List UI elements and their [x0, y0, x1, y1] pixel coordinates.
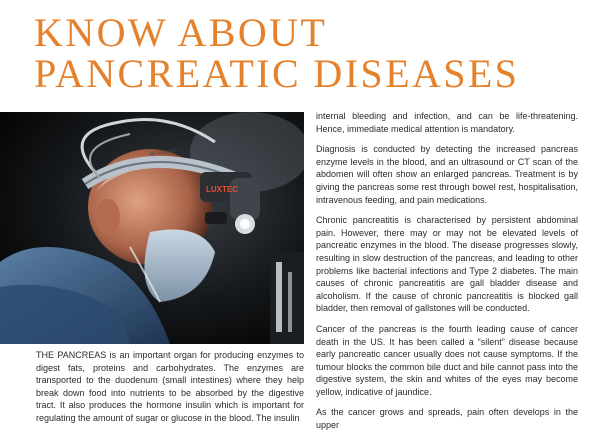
left-paragraph-1-text: is an important organ for producing enzymes to digest fats, proteins and carbohydrates. The enzymes are transported to the duodenum (small intestines) where they help break down food into nutrients to be absorbed by the digestive tract. It also produces the hormone insulin which is important for regulating the amount of sugar or glucose in the blood. The insulin: [36, 350, 304, 423]
left-column: [36, 349, 304, 433]
surgeon-photo: [0, 112, 304, 344]
right-paragraph-1: internal bleeding and infection, and can be life-threatening. Hence, immediate medical attention is mandatory.: [316, 111, 578, 134]
right-paragraph-3: Chronic pancreatitis is characterised by persistent abdominal pain. However, there may or may not be elevated levels of pancreatic enzymes in the blood. The disease progresses slowly, resulting in slow destruction of the pancreas, and leading to other problems like bacterial infections and Type 2 diabetes. The main causes of chronic pancreatitis are gall bladder disease and alcoholism. If the cause of chronic pancreatitis is blocked gall bladder, then removal of gallstones will be conducted.: [316, 215, 578, 314]
right-paragraph-5: As the cancer grows and spreads, pain often develops in the upper: [316, 407, 578, 431]
title-line-2: PANCREATIC DISEASES: [34, 51, 520, 96]
right-paragraph-4: Cancer of the pancreas is the fourth leading cause of cancer death in the US. It has been called a “silent” disease because early pancreatic cancer usually does not cause symptoms. If the tumour blocks the common bile duct and bile cannot pass into the digestive system, the skin and whites of the eyes may become yellow, indicative of jaundice.: [316, 323, 578, 397]
right-paragraph-2: Diagnosis is conducted by detecting the increased pancreas enzyme levels in the blood, and an ultrasound or CT scan of the abdomen will often show an enlarged pancreas. Treatment is by giving the pancreas some rest through bowel rest, hospitalisation, intravenous feeding, and pain medications.: [316, 144, 578, 205]
left-paragraph-1: [36, 349, 304, 425]
right-column: [316, 110, 578, 440]
headlamp-brand: LUXTEC: [206, 185, 238, 194]
headband-text: REUSABLE: [149, 147, 177, 158]
lead-text: THE PANCREAS: [36, 350, 107, 360]
article-title: [34, 12, 594, 94]
title-line-1: KNOW ABOUT: [34, 10, 328, 55]
